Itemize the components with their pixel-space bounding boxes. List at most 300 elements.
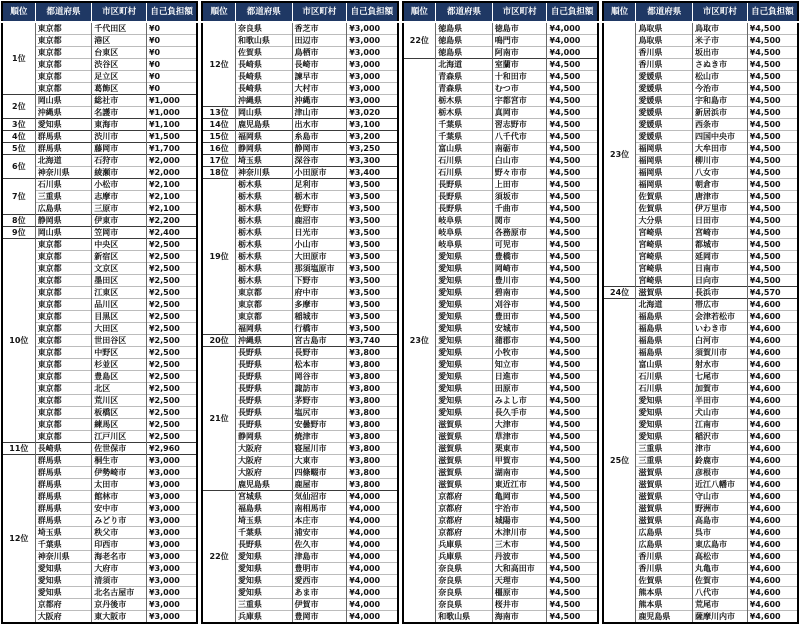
- municipality-cell: 彦根市: [693, 467, 748, 479]
- municipality-cell: 渋谷区: [92, 59, 147, 71]
- prefecture-cell: 和歌山県: [436, 611, 493, 624]
- amount-cell: ¥4,600: [747, 503, 798, 515]
- municipality-cell: 新居浜市: [693, 107, 748, 119]
- municipality-cell: 佐賀市: [693, 575, 748, 587]
- rank-cell: 23位: [403, 59, 436, 624]
- amount-cell: ¥4,000: [547, 22, 598, 35]
- municipality-cell: 碧南市: [492, 287, 547, 299]
- municipality-cell: 名護市: [92, 107, 147, 119]
- municipality-cell: 塩尻市: [292, 407, 347, 419]
- table-row: [2, 131, 197, 143]
- prefecture-cell: 福岡県: [235, 323, 292, 335]
- prefecture-cell: 奈良県: [235, 22, 292, 35]
- municipality-cell: 中野区: [92, 347, 147, 359]
- prefecture-cell: 愛知県: [436, 371, 493, 383]
- prefecture-cell: 神奈川県: [235, 167, 292, 179]
- prefecture-cell: 兵庫県: [436, 551, 493, 563]
- municipality-cell: 大牟田市: [693, 143, 748, 155]
- municipality-cell: 関市: [492, 215, 547, 227]
- amount-cell: ¥4,500: [547, 191, 598, 203]
- amount-cell: ¥2,500: [146, 299, 197, 311]
- prefecture-cell: 愛知県: [636, 419, 693, 431]
- prefecture-cell: 熊本県: [636, 587, 693, 599]
- amount-cell: ¥2,500: [146, 407, 197, 419]
- col-header-rank: 順位: [603, 2, 636, 22]
- amount-cell: ¥3,250: [347, 143, 398, 155]
- prefecture-cell: 千葉県: [35, 539, 92, 551]
- prefecture-cell: 愛知県: [636, 431, 693, 443]
- prefecture-cell: 宮崎県: [636, 251, 693, 263]
- municipality-cell: 八千代市: [492, 131, 547, 143]
- amount-cell: ¥4,500: [547, 179, 598, 191]
- municipality-cell: 三原市: [92, 203, 147, 215]
- amount-cell: ¥4,500: [747, 143, 798, 155]
- prefecture-cell: 長野県: [235, 383, 292, 395]
- municipality-cell: 高島市: [693, 515, 748, 527]
- prefecture-cell: 愛知県: [235, 575, 292, 587]
- prefecture-cell: 群馬県: [35, 479, 92, 491]
- municipality-cell: 田原市: [492, 383, 547, 395]
- prefecture-cell: 沖縄県: [235, 95, 292, 107]
- municipality-cell: 藤岡市: [92, 143, 147, 155]
- amount-cell: ¥1,000: [146, 107, 197, 119]
- amount-cell: ¥3,800: [347, 383, 398, 395]
- prefecture-cell: 東京都: [35, 419, 92, 431]
- amount-cell: ¥2,500: [146, 311, 197, 323]
- municipality-cell: 下野市: [292, 275, 347, 287]
- amount-cell: ¥4,500: [547, 227, 598, 239]
- prefecture-cell: 大阪府: [35, 611, 92, 624]
- prefecture-cell: 滋賀県: [636, 491, 693, 503]
- prefecture-cell: 栃木県: [235, 203, 292, 215]
- amount-cell: ¥4,500: [747, 107, 798, 119]
- municipality-cell: 葛飾区: [92, 83, 147, 95]
- municipality-cell: 北区: [92, 383, 147, 395]
- municipality-cell: 白山市: [492, 155, 547, 167]
- municipality-cell: 大田原市: [292, 251, 347, 263]
- rank-cell: 7位: [2, 179, 35, 215]
- col-header-municipality: 市区町村: [693, 2, 748, 22]
- municipality-cell: 江戸川区: [92, 431, 147, 443]
- municipality-cell: 栗東市: [492, 443, 547, 455]
- prefecture-cell: 長崎県: [235, 83, 292, 95]
- municipality-cell: 長久手市: [492, 407, 547, 419]
- municipality-cell: 湖南市: [492, 467, 547, 479]
- amount-cell: ¥4,500: [747, 131, 798, 143]
- col-header-prefecture: 都道府県: [636, 2, 693, 22]
- municipality-cell: 浦安市: [292, 527, 347, 539]
- prefecture-cell: 愛知県: [436, 347, 493, 359]
- municipality-cell: 南相馬市: [292, 503, 347, 515]
- ranking-table-4: [602, 1, 799, 624]
- amount-cell: ¥0: [146, 71, 197, 83]
- amount-cell: ¥4,500: [747, 239, 798, 251]
- amount-cell: ¥4,500: [747, 179, 798, 191]
- amount-cell: ¥4,600: [747, 431, 798, 443]
- municipality-cell: 津島市: [292, 551, 347, 563]
- amount-cell: ¥4,600: [747, 599, 798, 611]
- table-row: [603, 287, 798, 299]
- amount-cell: ¥2,500: [146, 347, 197, 359]
- municipality-cell: 栃木市: [292, 191, 347, 203]
- prefecture-cell: 徳島県: [436, 35, 493, 47]
- prefecture-cell: 長野県: [235, 395, 292, 407]
- amount-cell: ¥4,500: [747, 203, 798, 215]
- amount-cell: ¥4,500: [747, 227, 798, 239]
- amount-cell: ¥2,100: [146, 191, 197, 203]
- municipality-cell: 知立市: [492, 359, 547, 371]
- amount-cell: ¥3,500: [347, 287, 398, 299]
- municipality-cell: 出水市: [292, 119, 347, 131]
- amount-cell: ¥3,800: [347, 455, 398, 467]
- municipality-cell: 日向市: [693, 275, 748, 287]
- municipality-cell: 長野市: [292, 347, 347, 359]
- municipality-cell: 丹波市: [492, 551, 547, 563]
- amount-cell: ¥3,000: [347, 83, 398, 95]
- prefecture-cell: 愛知県: [436, 383, 493, 395]
- prefecture-cell: 東京都: [35, 359, 92, 371]
- municipality-cell: 射水市: [693, 359, 748, 371]
- municipality-cell: みよし市: [492, 395, 547, 407]
- prefecture-cell: 埼玉県: [35, 527, 92, 539]
- amount-cell: ¥0: [146, 47, 197, 59]
- amount-cell: ¥4,500: [547, 371, 598, 383]
- prefecture-cell: 福島県: [636, 323, 693, 335]
- municipality-cell: 天理市: [492, 575, 547, 587]
- table-row: [2, 95, 197, 107]
- amount-cell: ¥4,600: [747, 527, 798, 539]
- amount-cell: ¥4,500: [547, 359, 598, 371]
- prefecture-cell: 香川県: [636, 47, 693, 59]
- amount-cell: ¥4,600: [747, 515, 798, 527]
- municipality-cell: 稲沢市: [693, 431, 748, 443]
- municipality-cell: 長崎市: [292, 59, 347, 71]
- amount-cell: ¥4,000: [347, 611, 398, 624]
- prefecture-cell: 石川県: [436, 155, 493, 167]
- amount-cell: ¥4,500: [547, 479, 598, 491]
- municipality-cell: 可児市: [492, 239, 547, 251]
- prefecture-cell: 広島県: [636, 527, 693, 539]
- col-header-prefecture: 都道府県: [436, 2, 493, 22]
- amount-cell: ¥4,500: [547, 431, 598, 443]
- prefecture-cell: 群馬県: [35, 143, 92, 155]
- amount-cell: ¥3,000: [347, 35, 398, 47]
- prefecture-cell: 福島県: [636, 311, 693, 323]
- prefecture-cell: 岐阜県: [436, 227, 493, 239]
- prefecture-cell: 福島県: [636, 347, 693, 359]
- municipality-cell: 大田区: [92, 323, 147, 335]
- table-row: [202, 335, 397, 347]
- table-row: [2, 143, 197, 155]
- municipality-cell: 延岡市: [693, 251, 748, 263]
- amount-cell: ¥2,500: [146, 323, 197, 335]
- amount-cell: ¥4,500: [547, 335, 598, 347]
- municipality-cell: 足立区: [92, 71, 147, 83]
- municipality-cell: 十和田市: [492, 71, 547, 83]
- municipality-cell: 世田谷区: [92, 335, 147, 347]
- amount-cell: ¥4,000: [547, 35, 598, 47]
- rank-cell: 17位: [202, 155, 235, 167]
- municipality-cell: 安中市: [92, 503, 147, 515]
- rank-cell: 18位: [202, 167, 235, 179]
- amount-cell: ¥4,500: [547, 107, 598, 119]
- amount-cell: ¥4,600: [747, 419, 798, 431]
- municipality-cell: 佐久市: [292, 539, 347, 551]
- municipality-cell: 岡谷市: [292, 371, 347, 383]
- col-header-amount: 自己負担額: [347, 2, 398, 22]
- municipality-cell: 伊東市: [92, 215, 147, 227]
- prefecture-cell: 滋賀県: [436, 419, 493, 431]
- prefecture-cell: 東京都: [35, 83, 92, 95]
- municipality-cell: 練馬区: [92, 419, 147, 431]
- amount-cell: ¥4,500: [547, 515, 598, 527]
- municipality-cell: 志摩市: [92, 191, 147, 203]
- municipality-cell: 目黒区: [92, 311, 147, 323]
- prefecture-cell: 福島県: [636, 335, 693, 347]
- prefecture-cell: 静岡県: [235, 431, 292, 443]
- municipality-cell: 宮古島市: [292, 335, 347, 347]
- municipality-cell: みどり市: [92, 515, 147, 527]
- amount-cell: ¥4,600: [747, 359, 798, 371]
- prefecture-cell: 栃木県: [235, 239, 292, 251]
- amount-cell: ¥4,500: [547, 83, 598, 95]
- amount-cell: ¥4,600: [747, 371, 798, 383]
- amount-cell: ¥4,500: [747, 71, 798, 83]
- table-row: [2, 239, 197, 251]
- table-row: [202, 491, 397, 503]
- amount-cell: ¥4,500: [547, 383, 598, 395]
- amount-cell: ¥4,600: [747, 407, 798, 419]
- rank-cell: 22位: [409, 35, 429, 45]
- prefecture-cell: 静岡県: [235, 143, 292, 155]
- amount-cell: ¥4,000: [347, 587, 398, 599]
- municipality-cell: 大府市: [92, 563, 147, 575]
- amount-cell: ¥3,500: [347, 215, 398, 227]
- prefecture-cell: 愛知県: [636, 395, 693, 407]
- amount-cell: ¥4,500: [747, 47, 798, 59]
- prefecture-cell: 東京都: [35, 407, 92, 419]
- amount-cell: ¥3,500: [347, 227, 398, 239]
- rank-cell: 21位: [202, 347, 235, 491]
- municipality-cell: 都城市: [693, 239, 748, 251]
- prefecture-cell: 愛知県: [235, 563, 292, 575]
- prefecture-cell: 岡山県: [35, 227, 92, 239]
- rank-cell: 16位: [202, 143, 235, 155]
- municipality-cell: 南砺市: [492, 143, 547, 155]
- municipality-cell: 上田市: [492, 179, 547, 191]
- prefecture-cell: 栃木県: [235, 263, 292, 275]
- amount-cell: ¥2,500: [146, 431, 197, 443]
- amount-cell: ¥4,500: [747, 251, 798, 263]
- prefecture-cell: 神奈川県: [35, 551, 92, 563]
- prefecture-cell: 栃木県: [235, 227, 292, 239]
- municipality-cell: 四條畷市: [292, 467, 347, 479]
- municipality-cell: 松本市: [292, 359, 347, 371]
- rank-cell: 19位: [202, 179, 235, 335]
- col-header-municipality: 市区町村: [92, 2, 147, 22]
- prefecture-cell: 宮崎県: [636, 227, 693, 239]
- municipality-cell: 小山市: [292, 239, 347, 251]
- rank-cell: 13位: [202, 107, 235, 119]
- municipality-cell: あま市: [292, 587, 347, 599]
- municipality-cell: 守山市: [693, 491, 748, 503]
- prefecture-cell: 愛知県: [436, 359, 493, 371]
- amount-cell: ¥2,500: [146, 383, 197, 395]
- amount-cell: ¥0: [146, 22, 197, 35]
- prefecture-cell: 埼玉県: [235, 155, 292, 167]
- amount-cell: ¥1,700: [146, 143, 197, 155]
- amount-cell: ¥2,960: [146, 443, 197, 455]
- municipality-cell: 台東区: [92, 47, 147, 59]
- prefecture-cell: 福岡県: [235, 131, 292, 143]
- prefecture-cell: 佐賀県: [636, 575, 693, 587]
- prefecture-cell: 長崎県: [235, 59, 292, 71]
- municipality-cell: 文京区: [92, 263, 147, 275]
- amount-cell: ¥4,000: [347, 503, 398, 515]
- municipality-cell: 米子市: [693, 35, 748, 47]
- municipality-cell: 荒川区: [92, 395, 147, 407]
- prefecture-cell: 福岡県: [636, 179, 693, 191]
- amount-cell: ¥4,000: [347, 563, 398, 575]
- prefecture-cell: 三重県: [636, 443, 693, 455]
- amount-cell: ¥3,000: [146, 455, 197, 467]
- municipality-cell: 宇都宮市: [492, 95, 547, 107]
- municipality-cell: 豊田市: [492, 311, 547, 323]
- prefecture-cell: 滋賀県: [436, 443, 493, 455]
- amount-cell: ¥4,500: [547, 203, 598, 215]
- amount-cell: ¥4,500: [547, 455, 598, 467]
- prefecture-cell: 愛知県: [436, 251, 493, 263]
- municipality-cell: 新宿区: [92, 251, 147, 263]
- prefecture-cell: 滋賀県: [436, 467, 493, 479]
- amount-cell: ¥4,000: [547, 47, 598, 59]
- municipality-cell: いわき市: [693, 323, 748, 335]
- prefecture-cell: 和歌山県: [235, 35, 292, 47]
- municipality-cell: 愛西市: [292, 575, 347, 587]
- prefecture-cell: 群馬県: [35, 455, 92, 467]
- municipality-cell: 鳥栖市: [292, 47, 347, 59]
- prefecture-cell: 滋賀県: [636, 503, 693, 515]
- prefecture-cell: 群馬県: [35, 491, 92, 503]
- prefecture-cell: 愛媛県: [636, 71, 693, 83]
- prefecture-cell: 京都府: [436, 491, 493, 503]
- municipality-cell: さぬき市: [693, 59, 748, 71]
- amount-cell: ¥4,500: [547, 419, 598, 431]
- col-header-amount: 自己負担額: [547, 2, 598, 22]
- prefecture-cell: 愛知県: [436, 263, 493, 275]
- municipality-cell: 野洲市: [693, 503, 748, 515]
- municipality-cell: 鳥取市: [693, 22, 748, 35]
- prefecture-cell: 徳島県: [436, 47, 493, 59]
- rank-cell: 12位: [2, 455, 35, 624]
- prefecture-cell: 石川県: [436, 167, 493, 179]
- municipality-cell: 大東市: [292, 455, 347, 467]
- amount-cell: ¥2,100: [146, 179, 197, 191]
- prefecture-cell: 群馬県: [35, 131, 92, 143]
- municipality-cell: 四国中央市: [693, 131, 748, 143]
- municipality-cell: 犬山市: [693, 407, 748, 419]
- municipality-cell: 鈴鹿市: [693, 455, 748, 467]
- prefecture-cell: 群馬県: [35, 515, 92, 527]
- prefecture-cell: 長野県: [235, 419, 292, 431]
- prefecture-cell: 岡山県: [235, 107, 292, 119]
- amount-cell: ¥4,500: [747, 191, 798, 203]
- col-header-prefecture: 都道府県: [235, 2, 292, 22]
- municipality-cell: 三木市: [492, 539, 547, 551]
- amount-cell: ¥4,570: [747, 287, 798, 299]
- prefecture-cell: 福岡県: [636, 155, 693, 167]
- prefecture-cell: 栃木県: [436, 107, 493, 119]
- amount-cell: ¥4,500: [547, 443, 598, 455]
- table-row: [2, 443, 197, 455]
- amount-cell: ¥2,500: [146, 359, 197, 371]
- municipality-cell: 笠岡市: [92, 227, 147, 239]
- amount-cell: ¥3,400: [347, 167, 398, 179]
- amount-cell: ¥4,500: [547, 563, 598, 575]
- prefecture-cell: 栃木県: [235, 275, 292, 287]
- prefecture-cell: 京都府: [436, 527, 493, 539]
- prefecture-cell: 愛知県: [35, 563, 92, 575]
- municipality-cell: 大村市: [292, 83, 347, 95]
- municipality-cell: 大和高田市: [492, 563, 547, 575]
- table-row: [202, 22, 397, 35]
- prefecture-cell: 群馬県: [35, 467, 92, 479]
- amount-cell: ¥4,500: [747, 275, 798, 287]
- amount-cell: ¥3,500: [347, 311, 398, 323]
- col-header-amount: 自己負担額: [747, 2, 798, 22]
- municipality-cell: 大津市: [492, 419, 547, 431]
- amount-cell: ¥4,500: [547, 503, 598, 515]
- ranking-table-2: [201, 1, 398, 624]
- municipality-cell: 草津市: [492, 431, 547, 443]
- prefecture-cell: 東京都: [35, 22, 92, 35]
- amount-cell: ¥4,500: [547, 59, 598, 71]
- amount-cell: ¥4,600: [747, 383, 798, 395]
- amount-cell: ¥3,000: [347, 71, 398, 83]
- municipality-cell: 城陽市: [492, 515, 547, 527]
- prefecture-cell: 奈良県: [436, 575, 493, 587]
- amount-cell: ¥3,500: [347, 191, 398, 203]
- rank-cell: 3位: [2, 119, 35, 131]
- amount-cell: ¥4,500: [547, 71, 598, 83]
- amount-cell: ¥3,500: [347, 203, 398, 215]
- municipality-cell: 焼津市: [292, 431, 347, 443]
- amount-cell: ¥2,500: [146, 251, 197, 263]
- municipality-cell: 習志野市: [492, 119, 547, 131]
- prefecture-cell: 京都府: [35, 599, 92, 611]
- amount-cell: ¥3,000: [347, 59, 398, 71]
- amount-cell: ¥3,000: [146, 587, 197, 599]
- ranking-table-3: [402, 1, 599, 624]
- amount-cell: ¥2,500: [146, 263, 197, 275]
- municipality-cell: 近江八幡市: [693, 479, 748, 491]
- rank-cell: 25位: [603, 299, 636, 624]
- municipality-cell: 桜井市: [492, 599, 547, 611]
- municipality-cell: 東広島市: [693, 539, 748, 551]
- prefecture-cell: 沖縄県: [35, 107, 92, 119]
- municipality-cell: 今治市: [693, 83, 748, 95]
- prefecture-cell: 滋賀県: [636, 515, 693, 527]
- municipality-cell: 那須塩原市: [292, 263, 347, 275]
- rank-cell: 1位: [12, 53, 26, 63]
- prefecture-cell: 兵庫県: [436, 539, 493, 551]
- municipality-cell: 小松市: [92, 179, 147, 191]
- prefecture-cell: 東京都: [35, 299, 92, 311]
- amount-cell: ¥4,500: [547, 275, 598, 287]
- table-row: [403, 22, 598, 35]
- prefecture-cell: 宮城県: [235, 491, 292, 503]
- rank-cell: 6位: [2, 155, 35, 179]
